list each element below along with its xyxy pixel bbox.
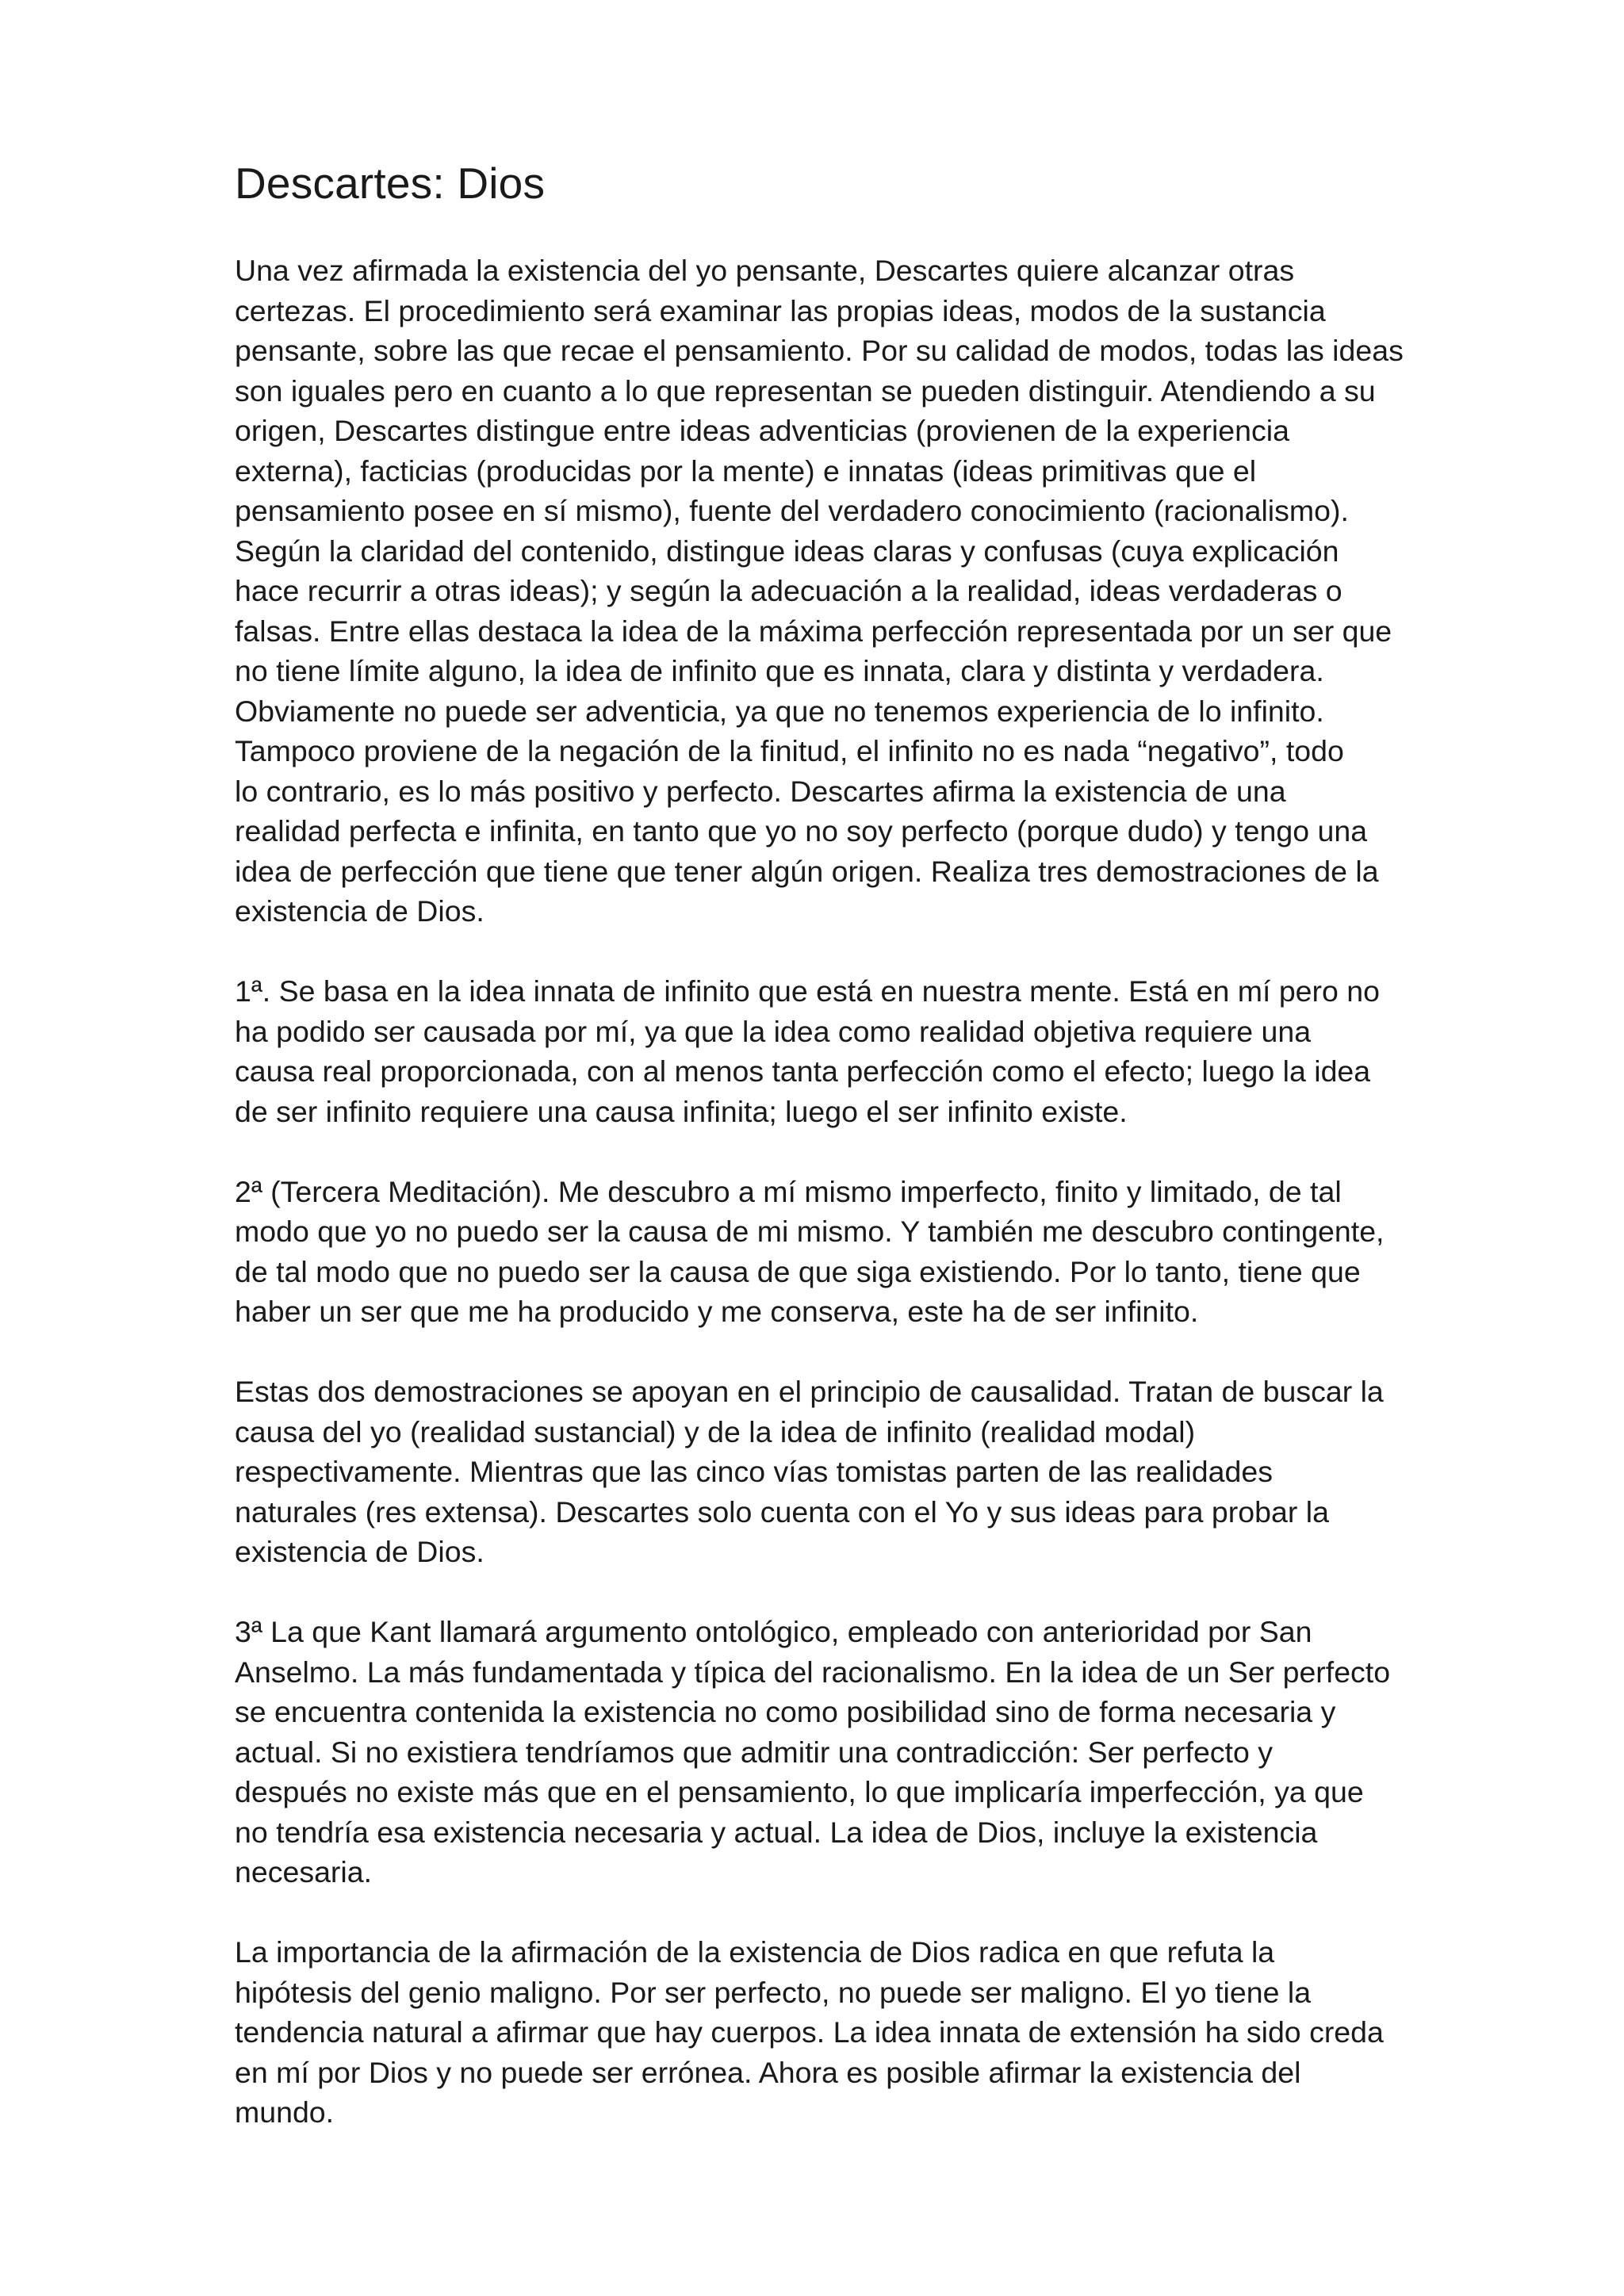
paragraph-intro: Una vez afirmada la existencia del yo pensante, Descartes quiere alcanzar otras certezas. El procedimiento será examinar las propias ideas, modos de la sustancia pensante, sobre las que recae el pensamiento. Por su calidad de modos, todas las ideas son iguales pero en cuanto a lo que representan se pueden distinguir. Atendiendo a su origen, Descartes distingue entre ideas adventicias (provienen de la experiencia externa), facticias (producidas por la mente) e innatas (ideas primitivas que el pensamiento posee en sí mismo), fuente del verdadero conocimiento (racionalismo). Según la claridad del contenido, distingue ideas claras y confusas (cuya explicación hace recurrir a otras ideas); y según la adecuación a la realidad, ideas verdaderas o falsas. Entre ellas destaca la idea de la máxima perfección representada por un ser que no tiene límite alguno, la idea de infinito que es innata, clara y distinta y verdadera. Obviamente no puede ser adventicia, ya que no tenemos experiencia de lo infinito. Tampoco proviene de la negación de la finitud, el infinito no es nada “negativo”, todo lo contrario, es lo más positivo y perfecto. Descartes afirma la existencia de una realidad perfecta e infinita, en tanto que yo no soy perfecto (porque dudo) y tengo una idea de perfección que tiene que tener algún origen. Realiza tres demostraciones de la existencia de Dios. xyxy=(235,254,1404,928)
document-title: Descartes: Dios xyxy=(235,159,546,208)
paragraph-third-proof: 3ª La que Kant llamará argumento ontológico, empleado con anterioridad por San Anselmo. La más fundamentada y típica del racionalismo. En la idea de un Ser perfecto se encuentra contenida la existencia no como posibilidad sino de forma necesaria y actual. Si no existiera tendríamos que admitir una contradicción: Ser perfecto y después no existe más que en el pensamiento, lo que implicaría imperfección, ya que no tendría esa existencia necesaria y actual. La idea de Dios, incluye la existencia necesaria. xyxy=(235,1615,1391,1888)
paragraph-conclusion: La importancia de la afirmación de la existencia de Dios radica en que refuta la hipótesis del genio maligno. Por ser perfecto, no puede ser maligno. El yo tiene la tendencia natural a afirmar que hay cuerpos. La idea innata de extensión ha sido creda en mí por Dios y no puede ser errónea. Ahora es posible afirmar la existencia del mundo. xyxy=(235,1935,1384,2129)
document-body xyxy=(235,155,1416,2172)
paragraph-causality-note: Estas dos demostraciones se apoyan en el principio de causalidad. Tratan de buscar la causa del yo (realidad sustancial) y de la idea de infinito (realidad modal) respectivamente. Mientras que las cinco vías tomistas parten de las realidades naturales (res extensa). Descartes solo cuenta con el Yo y sus ideas para probar la existencia de Dios. xyxy=(235,1375,1384,1568)
paragraph-second-proof: 2ª (Tercera Meditación). Me descubro a mí mismo imperfecto, finito y limitado, de tal modo que yo no puedo ser la causa de mi mismo. Y también me descubro contingente, de tal modo que no puedo ser la causa de que siga existiendo. Por lo tanto, tiene que haber un ser que me ha producido y me conserva, este ha de ser infinito. xyxy=(235,1174,1385,1328)
paragraph-first-proof: 1ª. Se basa en la idea innata de infinito que está en nuestra mente. Está en mí pero no ha podido ser causada por mí, ya que la idea como realidad objetiva requiere una causa real proporcionada, con al menos tanta perfección como el efecto; luego la idea de ser infinito requiere una causa infinita; luego el ser infinito existe. xyxy=(235,974,1381,1128)
